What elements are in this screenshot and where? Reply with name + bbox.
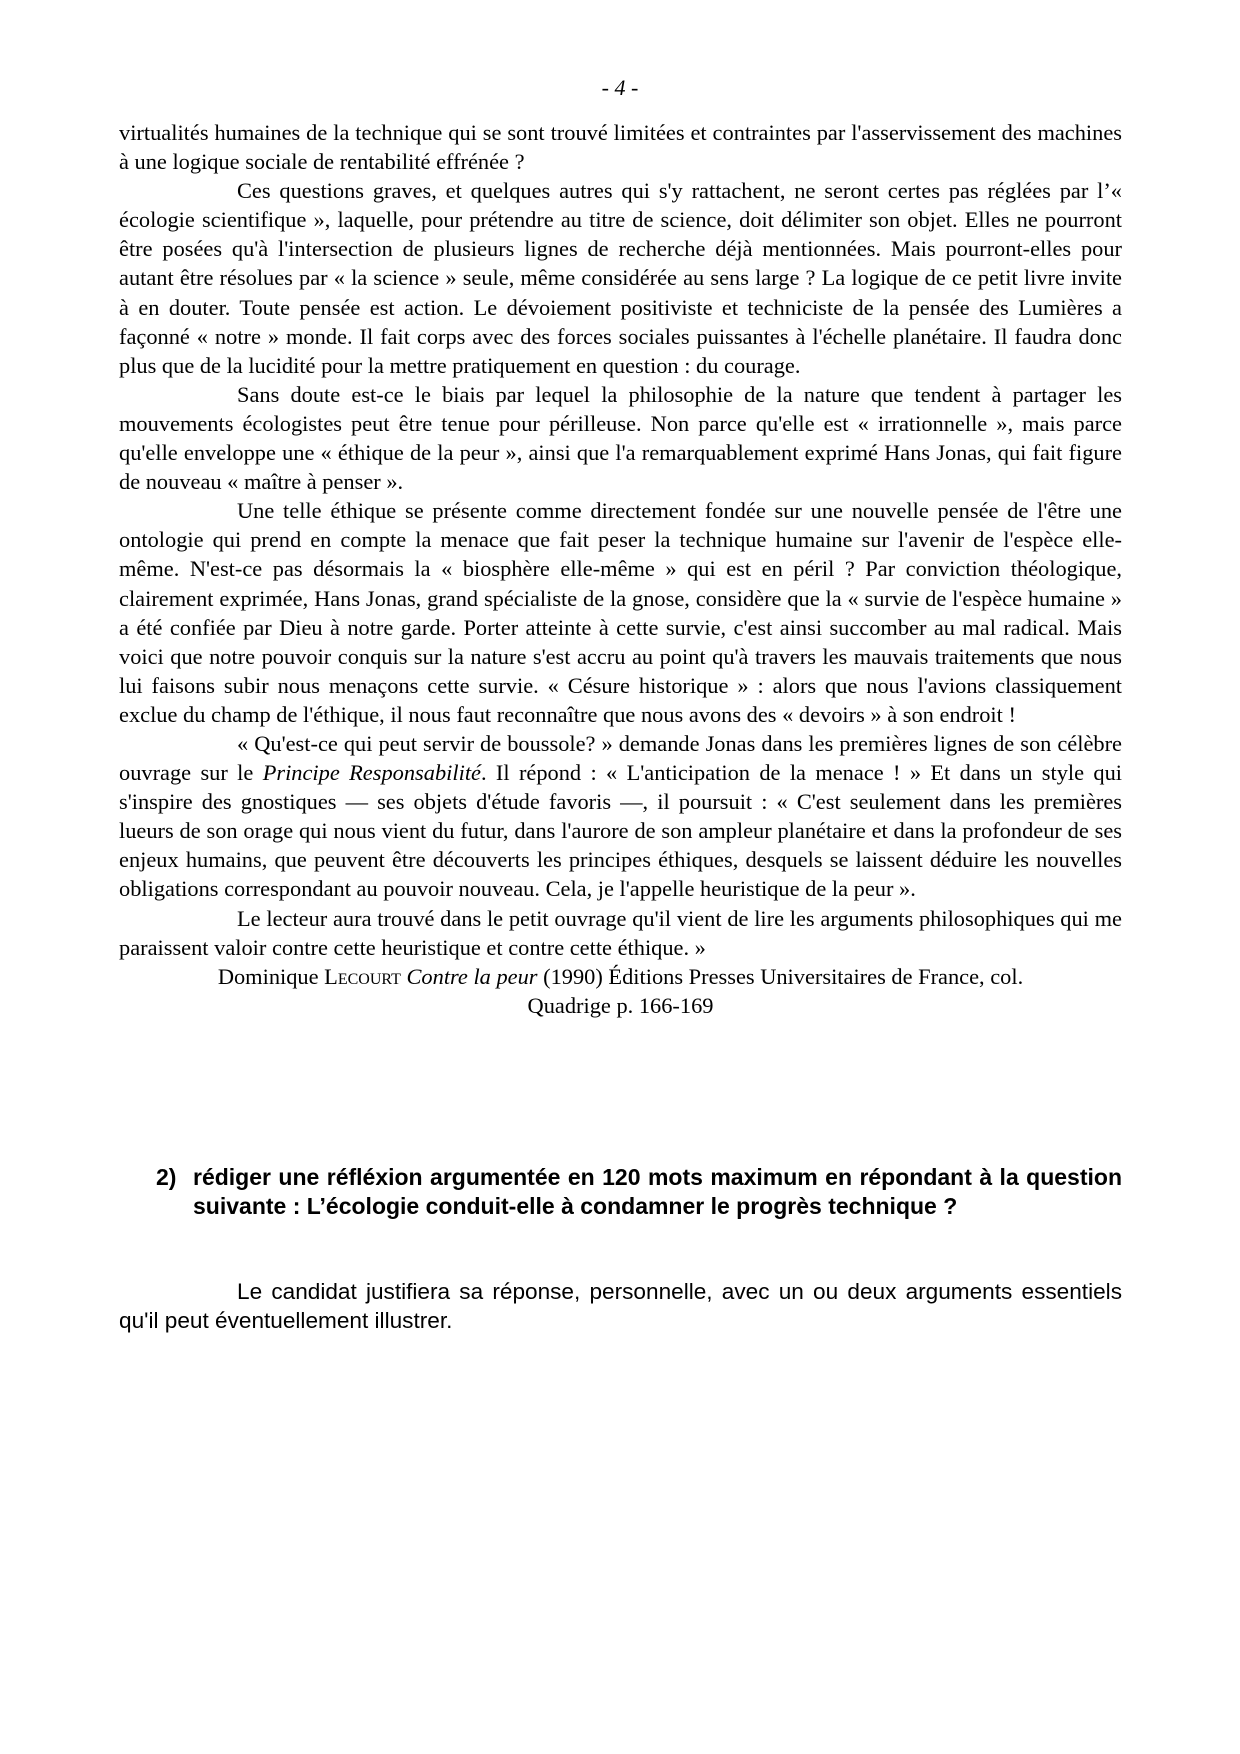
source-work-title: Contre la peur xyxy=(406,963,538,989)
quote-text-segment: « Qu'est-ce qui peut servir de boussole? » demande Jonas dans les premières lignes de son célèbre ouvrage sur le xyxy=(119,730,1122,786)
quote-paragraph: Sans doute est-ce le biais par lequel la philosophie de la nature que tendent à partager les mouvements écologistes peut être tenue pour périlleuse. Non parce qu'elle est « irrationnelle », mais parce qu'elle enveloppe une « éthique de la peur », ainsi que l'a remarquablement exprimé Hans Jonas, qui fait figure de nouveau « maître à penser ». xyxy=(119,381,1122,495)
source-author-last: Lecourt xyxy=(324,963,401,989)
source-collection: Quadrige p. 166-169 xyxy=(527,992,714,1018)
quote-text-segment: . Il répond : « L'anticipation de la menace ! » Et dans un style qui s'inspire des gnostiques — ses objets d'étude favoris —, il poursuit : « C'est seulement dans les premières lueurs de son orage qui nous vient du futur, dans l'aurore de son ampleur planétaire et dans la profondeur de ses enjeux humains, que peuvent être découverts les principes éthiques, desquels se laissent déduire les nouvelles obligations correspondant au pouvoir nouveau. Cela, je l'appelle heuristique de la peur ». xyxy=(119,760,1123,902)
source-details: (1990) Éditions Presses Universitaires de France, col. xyxy=(543,963,1024,989)
question-text: rédiger une réfléxion argumentée en 120 mots maximum en répondant à la question suivante : L’écologie conduit-elle à condamner le progrès technique ? xyxy=(193,1164,1122,1220)
quote-paragraph xyxy=(119,729,1122,904)
book-title: Principe Responsabilité xyxy=(262,760,481,786)
source-citation xyxy=(119,962,1122,991)
quoted-text xyxy=(119,118,1122,1020)
instructions-text: Le candidat justifiera sa réponse, personnelle, avec un ou deux arguments essentiels qu'il peut éventuellement illustrer. xyxy=(119,1279,1122,1334)
quote-paragraph: Une telle éthique se présente comme directement fondée sur une nouvelle pensée de l'être une ontologie qui prend en compte la menace que fait peser la technique humaine sur l'avenir de l'espèce elle-même. N'est-ce pas désormais la « biosphère elle-même » qui est en péril ? Par conviction théologique, clairement exprimée, Hans Jonas, grand spécialiste de la gnose, considère que la « survie de l'espèce humaine » a été confiée par Dieu à notre garde. Porter atteinte à cette survie, c'est ainsi succomber au mal radical. Mais voici que notre pouvoir conquis sur la nature s'est accru au point qu'à travers les mauvais traitements que nous lui faisons subir nous menaçons cette survie. « Césure historique » : alors que nous l'avions classiquement exclue du champ de l'éthique, il nous faut reconnaître que nous avons des « devoirs » à son endroit ! xyxy=(119,498,1122,727)
quote-paragraph: Ces questions graves, et quelques autres qui s'y rattachent, ne seront certes pas réglées par l’« écologie scientifique », laquelle, pour prétendre au titre de science, doit délimiter son objet. Elles ne pourront être posées qu'à l'intersection de plusieurs lignes de recherche déjà mentionnées. Mais pourront-elles pour autant être résolues par « la science » seule, même considérée au sens large ? La logique de ce petit livre invite à en douter. Toute pensée est action. Le dévoiement positiviste et techniciste de la pensée des Lumières a façonné « notre » monde. Il fait corps avec des forces sociales puissantes à l'échelle planétaire. Il faudra donc plus que de la lucidité pour la mettre pratiquement en question : du courage. xyxy=(119,178,1122,378)
source-author-first: Dominique xyxy=(217,963,319,989)
question-block xyxy=(156,1163,1122,1222)
question-number: 2) xyxy=(156,1164,177,1190)
quote-paragraph: Le lecteur aura trouvé dans le petit ouvrage qu'il vient de lire les arguments philosophiques qui me paraissent valoir contre cette heuristique et contre cette éthique. » xyxy=(119,905,1122,960)
page-number: - 4 - xyxy=(601,75,639,100)
quote-paragraph: virtualités humaines de la technique qui se sont trouvé limitées et contraintes par l'asservissement des machines à une logique sociale de rentabilité effrénée ? xyxy=(119,120,1122,175)
